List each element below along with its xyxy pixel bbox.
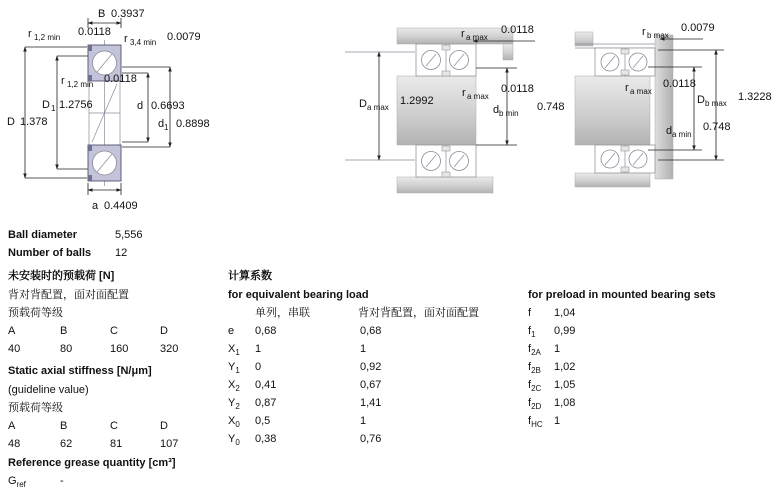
preload-header-c: C (110, 325, 118, 337)
dim-Da-sub: a max (367, 103, 389, 112)
dim-ra-top-val: 0.0118 (501, 24, 534, 36)
calc-row-c1: 0,87 (255, 397, 277, 409)
calc-row-symbol: $X_0$ (228, 415, 240, 430)
dim-ra-mid-val: 0.0118 (501, 83, 534, 95)
factor-value: 1 (554, 343, 561, 355)
factor-symbol: $f_{2C}$ (528, 379, 542, 394)
factor-value: 1 (554, 415, 561, 427)
stiffness-section-subtitle: (guideline value) (8, 384, 89, 396)
preload-class-label: 预载荷等级 (8, 307, 63, 319)
dim-ra-mid-sub: a max (467, 92, 489, 101)
dim-r12a-sub: 1,2 min (34, 33, 61, 42)
dim-rb-sym: r (642, 26, 646, 38)
calc-row-c2: 0,92 (360, 361, 382, 373)
dim-Db-sym: D (697, 94, 705, 106)
dim-D-val: 1.378 (20, 116, 48, 128)
factor-value: 1,08 (554, 397, 576, 409)
preload-value-a: 40 (8, 343, 21, 355)
calc-col1-header: 单列，串联 (255, 307, 310, 319)
dim-d-sym: d (137, 100, 144, 112)
stiffness-section-title: Static axial stiffness [N/μm] (8, 365, 152, 377)
calc-subtitle: for equivalent bearing load (228, 289, 369, 301)
preload-header-d: D (160, 325, 168, 337)
preload-header-b: B (60, 325, 68, 337)
dim-D-sym: D (7, 116, 15, 128)
bearing-pair-top (595, 48, 655, 76)
dim-r12b-sym: r (61, 75, 65, 87)
dim-Da-sym: D (359, 98, 367, 110)
preload-value-c: 160 (110, 343, 129, 355)
stiffness-header-d: D (160, 420, 168, 432)
calc-row-symbol: $Y_0$ (228, 433, 240, 448)
calc-row-c1: 1 (255, 343, 262, 355)
dim-r12b-sub: 1,2 min (67, 80, 94, 89)
dim-da-sub: a min (672, 130, 692, 139)
dim-a-val: 0.4409 (104, 200, 138, 212)
factor-value: 1,04 (554, 307, 576, 319)
dim-D1-sym: D (42, 99, 50, 111)
dim-ra-top-sub: a max (466, 33, 488, 42)
dim-ra-mid-sym: r (462, 87, 466, 99)
stiffness-header-c: C (110, 420, 118, 432)
dim-ra-val: 0.0118 (663, 78, 696, 90)
preload-section-title: 未安装时的预载荷 [N] (8, 270, 115, 282)
dim-Da-val: 1.2992 (400, 95, 434, 107)
factor-symbol: $f_{2B}$ (528, 361, 541, 376)
dim-d-val: 0.6693 (151, 100, 185, 112)
bearing-pair-top (416, 44, 476, 76)
dim-d1-sym: d (158, 118, 165, 130)
dim-r12b-val: 0.0118 (104, 73, 137, 85)
dim-a-sym: a (92, 200, 99, 212)
mounted-pair-housing-diagram (575, 15, 781, 200)
calc-row-symbol: e (228, 325, 235, 337)
calc-col2-header: 背对背配置，面对面配置 (358, 307, 479, 319)
factor-value: 0,99 (554, 325, 576, 337)
dim-rb-sub: b max (647, 31, 669, 40)
dim-r12a-sym: r (28, 28, 32, 40)
calc-row-c1: 0 (255, 361, 262, 373)
factor-symbol: $f_{HC}$ (528, 415, 543, 430)
calc-row-c2: 0,68 (360, 325, 382, 337)
factor-symbol: f (528, 307, 532, 319)
ball-diameter-label: Ball diameter (8, 229, 78, 241)
bearing-pair-bottom (416, 145, 476, 177)
stiffness-value-c: 81 (110, 438, 123, 450)
preload-header-a: A (8, 325, 16, 337)
calc-row-symbol: $Y_2$ (228, 397, 240, 412)
factor-symbol: $f_{2D}$ (528, 397, 542, 412)
calc-row-c1: 0,41 (255, 379, 277, 391)
calc-title: 计算系数 (228, 270, 272, 282)
calc-row-c2: 0,76 (360, 433, 382, 445)
dim-da-val: 0.748 (703, 121, 731, 133)
dim-r12a-val: 0.0118 (78, 26, 111, 38)
dim-D1-val: 1.2756 (59, 99, 93, 111)
stiffness-value-b: 62 (60, 438, 73, 450)
grease-value: - (60, 475, 64, 487)
calc-row-c2: 1,41 (360, 397, 382, 409)
calc-row-symbol: $X_1$ (228, 343, 240, 358)
dim-d1-sub: 1 (164, 123, 169, 132)
calc-row-symbol: $X_2$ (228, 379, 240, 394)
dim-rb-val: 0.0079 (681, 22, 715, 34)
calc-row-c2: 1 (360, 415, 367, 427)
dim-Db-val: 1.3228 (738, 91, 772, 103)
dim-ra-top-sym: r (461, 28, 465, 40)
dim-r34-val: 0.0079 (167, 31, 201, 43)
dim-da-sym: d (666, 125, 673, 137)
number-of-balls-value: 12 (115, 247, 128, 259)
factor-value: 1,05 (554, 379, 576, 391)
dim-Db-sub: b max (705, 99, 727, 108)
factor-symbol: $f_{2A}$ (528, 343, 541, 358)
calc-row-c1: 0,5 (255, 415, 271, 427)
mounted-pair-shaft-diagram (345, 15, 575, 200)
calc-row-c2: 0,67 (360, 379, 382, 391)
bearing-pair-bottom (595, 145, 655, 173)
dim-db-val: 0.748 (537, 101, 565, 113)
calc-row-c1: 0,68 (255, 325, 277, 337)
stiffness-header-b: B (60, 420, 68, 432)
stiffness-value-a: 48 (8, 438, 21, 450)
number-of-balls-label: Number of balls (8, 247, 92, 259)
stiffness-class-label: 预载荷等级 (8, 402, 63, 414)
stiffness-header-a: A (8, 420, 16, 432)
calc-row-c2: 1 (360, 343, 367, 355)
ball-diameter-value: 5,556 (115, 229, 143, 241)
calc-row-symbol: $Y_1$ (228, 361, 240, 376)
factor-value: 1,02 (554, 361, 576, 373)
preload-value-d: 320 (160, 343, 179, 355)
dim-ra-sym: r (625, 82, 629, 94)
preload-value-b: 80 (60, 343, 73, 355)
bearing-rings (88, 40, 121, 186)
dim-B-val: 0.3937 (111, 8, 145, 20)
preload-factors-title: for preload in mounted bearing sets (528, 289, 716, 301)
bearing-cross-section-diagram (0, 0, 240, 225)
preload-section-subtitle: 背对背配置，面对面配置 (8, 289, 129, 301)
dim-ra-sub: a max (630, 87, 652, 96)
dim-db-sub: b min (499, 109, 519, 118)
dim-B-sym: B (98, 8, 106, 20)
calc-row-c1: 0,38 (255, 433, 277, 445)
dim-r34-sym: r (124, 33, 128, 45)
grease-section-title: Reference grease quantity [cm³] (8, 457, 176, 469)
dim-r34-sub: 3,4 min (130, 38, 157, 47)
dim-D1-sub: 1 (51, 104, 56, 113)
grease-symbol: $G_{ref}$ (8, 475, 26, 490)
factor-symbol: $f_1$ (528, 325, 536, 340)
dim-d1-val: 0.8898 (176, 118, 210, 130)
stiffness-value-d: 107 (160, 438, 179, 450)
dim-db-sym: d (493, 104, 500, 116)
